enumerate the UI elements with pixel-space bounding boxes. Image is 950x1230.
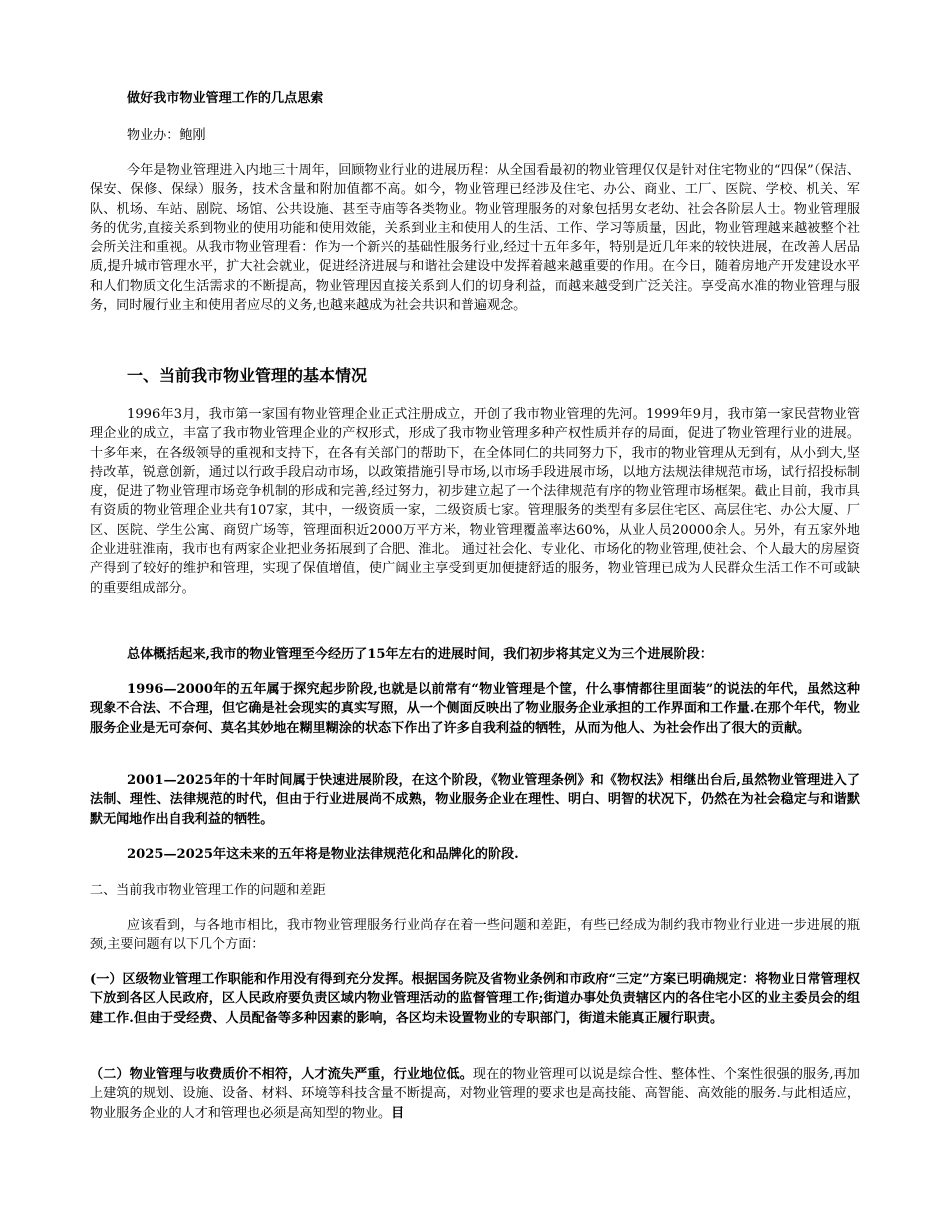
stage1-paragraph: 1996—2000年的五年属于探究起步阶段,也就是以前常有“物业管理是个筐，什么事情都往里面装”的说法的年代，虽然这种现象不合法、不合理，但它确是社会现实的真实写照，从一个侧面反映出了物业服务企业承担的工作界面和工作量.在那个年代，物业服务企业是无可奈何、莫名其妙地在糊里糊涂的状态下作出了许多自我利益的牺牲，从而为他人、为社会作出了很大的贡献。 <box>90 682 860 736</box>
author-line: 物业办：鲍刚 <box>127 128 206 143</box>
stage3-paragraph: 2025—2025年这未来的五年将是物业法律规范化和品牌化的阶段. <box>127 847 519 862</box>
document-title: 做好我市物业管理工作的几点思索 <box>127 91 324 106</box>
section1-paragraph: 1996年3月，我市第一家国有物业管理企业正式注册成立，开创了我市物业管理的先河。1999年9月，我市第一家民营物业管理企业的成立，丰富了我市物业管理企业的产权形式，形成了我市物业管理多种产权性质并存的局面，促进了物业管理行业的进展。十多年来，在各级领导的重视和支持下，在各有关部门的帮助下，在全体同仁的共同努力下，我市的物业管理从无到有，从小到大,坚持改革，锐意创新，通过以行政手段启动市场，以政策措施引导市场,以市场手段进展市场，以地方法规法律规范市场，试行招投标制度，促进了物业管理市场竞争机制的形成和完善,经过努力，初步建立起了一个法律规范有序的物业管理市场框架。截止目前，我市具有资质的物业管理企业共有107家，其中，一级资质一家，二级资质七家。管理服务的类型有多层住宅区、高层住宅、办公大厦、厂区、医院、学生公寓、商贸广场等，管理面积近2000万平方米，物业管理覆盖率达60%，从业人员20000余人。另外，有五家外地企业进驻淮南，我市也有两家企业把业务拓展到了合肥、淮北。 通过社会化、专业化、市场化的物业管理,使社会、个人最大的房屋资产得到了较好的维护和管理，实现了保值增值，使广阔业主享受到更加便捷舒适的服务，物业管理已成为人民群众生活工作不可或缺的重要组成部分。 <box>90 407 860 596</box>
issue2-paragraph <box>90 1065 860 1123</box>
section1-heading: 一、当前我市物业管理的基本情况 <box>127 366 368 385</box>
section2-heading: 二、当前我市物业管理工作的问题和差距 <box>90 883 326 898</box>
intro-paragraph: 今年是物业管理进入内地三十周年，回顾物业行业的进展历程：从全国看最初的物业管理仅仅是针对住宅物业的“四保”（保洁、保安、保修、保绿）服务，技术含量和附加值都不高。如今，物业管理已经涉及住宅、办公、商业、工厂、医院、学校、机关、军队、机场、车站、剧院、场馆、公共设施、甚至寺庙等各类物业。物业管理服务的对象包括男女老幼、社会各阶层人士。物业管理服务的优劣,直接关系到物业的使用功能和使用效能，关系到业主和使用人的生活、工作、学习等质量，因此，物业管理越来越被整个社会所关注和重视。从我市物业管理看：作为一个新兴的基础性服务行业,经过十五年多年，特别是近几年来的较快进展，在改善人居品质,提升城市管理水平，扩大社会就业，促进经济进展与和谐社会建设中发挥着越来越重要的作用。在今日，随着房地产开发建设水平和人们物质文化生活需求的不断提高，物业管理因直接关系到人们的切身利益，而越来越受到广泛关注。享受高水准的物业管理与服务，同时履行业主和使用者应尽的义务,也越来越成为社会共识和普遍观念。 <box>90 163 860 314</box>
issue1-paragraph: (一）区级物业管理工作职能和作用没有得到充分发挥。根据国务院及省物业条例和市政府“三定”方案已明确规定：将物业日常管理权下放到各区人民政府，区人民政府要负责区域内物业管理活动的监督管理工作;街道办事处负责辖区内的各住宅小区的业主委员会的组建工作.但由于受经费、人员配备等多种因素的影响，各区均未设置物业的专职部门，街道未能真正履行职责。 <box>90 972 860 1026</box>
issue2-body: 现在的物业管理可以说是综合性、整体性、个案性很强的服务,再加上建筑的规划、设施、设备、材料、环境等科技含量不断提高，对物业管理的要求也是高技能、高智能、高效能的服务.与此相适应，物业服务企业的人才和管理也必须是高知型的物业。 <box>90 1067 860 1121</box>
issue2-tail: 目 <box>391 1105 405 1121</box>
issue2-lead: （二）物业管理与收费质价不相符，人才流失严重，行业地位低。 <box>90 1067 473 1082</box>
summary-paragraph: 总体概括起来,我市的物业管理至今经历了15年左右的进展时间，我们初步将其定义为三个进展阶段： <box>127 647 713 662</box>
stage2-paragraph: 2001—2025年的十年时间属于快速进展阶段，在这个阶段，《物业管理条例》和《物权法》相继出台后,虽然物业管理进入了法制、理性、法律规范的时代，但由于行业进展尚不成熟，物业服务企业在理性、明白、明智的状况下，仍然在为社会稳定与和谐默默无闻地作出自我利益的牺牲。 <box>90 773 860 827</box>
section2-paragraph: 应该看到，与各地市相比，我市物业管理服务行业尚存在着一些问题和差距，有些已经成为制约我市物业行业进一步进展的瓶颈,主要问题有以下几个方面： <box>90 918 860 953</box>
